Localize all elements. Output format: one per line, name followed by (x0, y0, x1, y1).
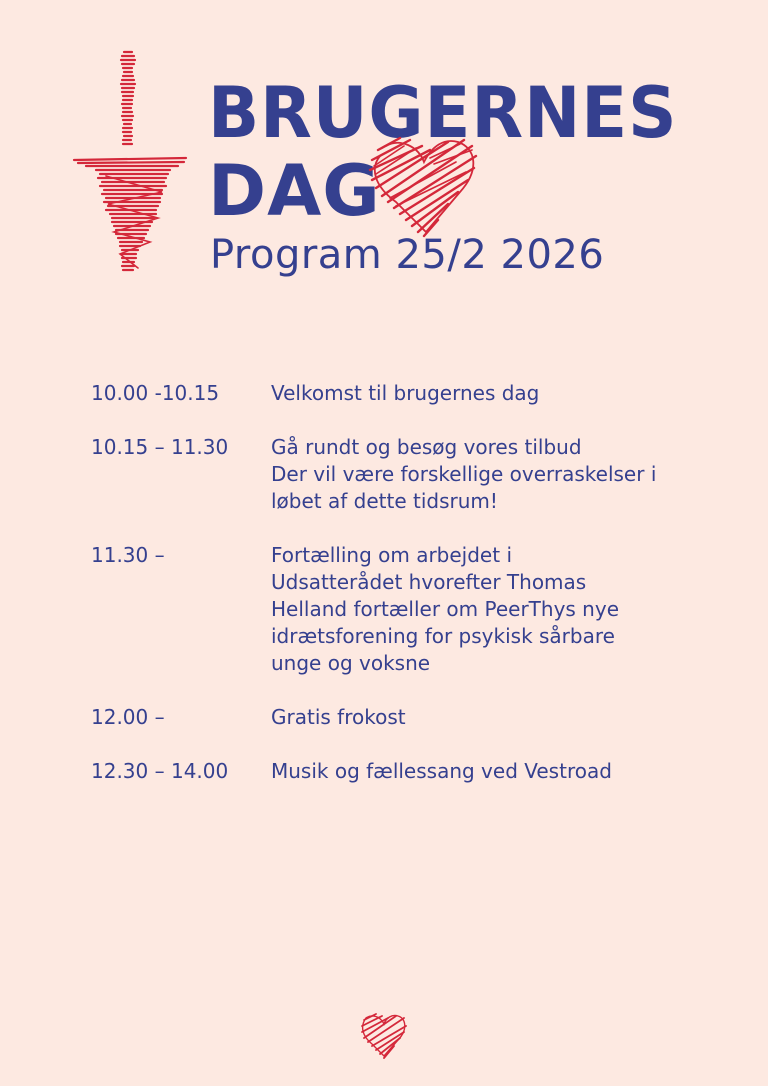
schedule-description (271, 704, 711, 731)
schedule-description-line: idrætsforening for psykisk sårbare (271, 624, 615, 648)
schedule-row (91, 758, 711, 785)
schedule-time: 10.00 -10.15 (91, 381, 220, 405)
schedule-description-line: Fortælling om arbejdet i (271, 543, 512, 567)
schedule-row (91, 704, 711, 731)
schedule-row (91, 434, 711, 515)
schedule-time: 12.30 – 14.00 (91, 759, 229, 783)
schedule-description-line: Velkomst til brugernes dag (271, 381, 540, 405)
scribble-heart-icon (360, 128, 490, 238)
schedule-description (271, 542, 711, 677)
scribble-figure-icon (66, 46, 196, 282)
schedule-time: 10.15 – 11.30 (91, 435, 229, 459)
schedule-description-line: Der vil være forskellige overraskelser i (271, 462, 657, 486)
schedule-description (271, 758, 711, 785)
schedule-row (91, 542, 711, 677)
program-schedule (91, 380, 711, 812)
schedule-time: 11.30 – (91, 543, 165, 567)
schedule-description-line: løbet af dette tidsrum! (271, 489, 498, 513)
title-line-1: BRUGERNES (208, 72, 678, 154)
schedule-description (271, 434, 711, 515)
scribble-heart-icon (358, 1010, 410, 1060)
schedule-description-line: Gratis frokost (271, 705, 406, 729)
schedule-row (91, 380, 711, 407)
program-subtitle: Program 25/2 2026 (210, 232, 605, 278)
schedule-description-line: Udsatterådet hvorefter Thomas (271, 570, 587, 594)
schedule-description-line: Helland fortæller om PeerThys nye (271, 597, 619, 621)
schedule-description (271, 380, 711, 407)
schedule-description-line: unge og voksne (271, 651, 431, 675)
schedule-description-line: Gå rundt og besøg vores tilbud (271, 435, 582, 459)
schedule-description-line: Musik og fællessang ved Vestroad (271, 759, 612, 783)
title-line-2: DAG (208, 150, 381, 232)
schedule-time: 12.00 – (91, 705, 165, 729)
